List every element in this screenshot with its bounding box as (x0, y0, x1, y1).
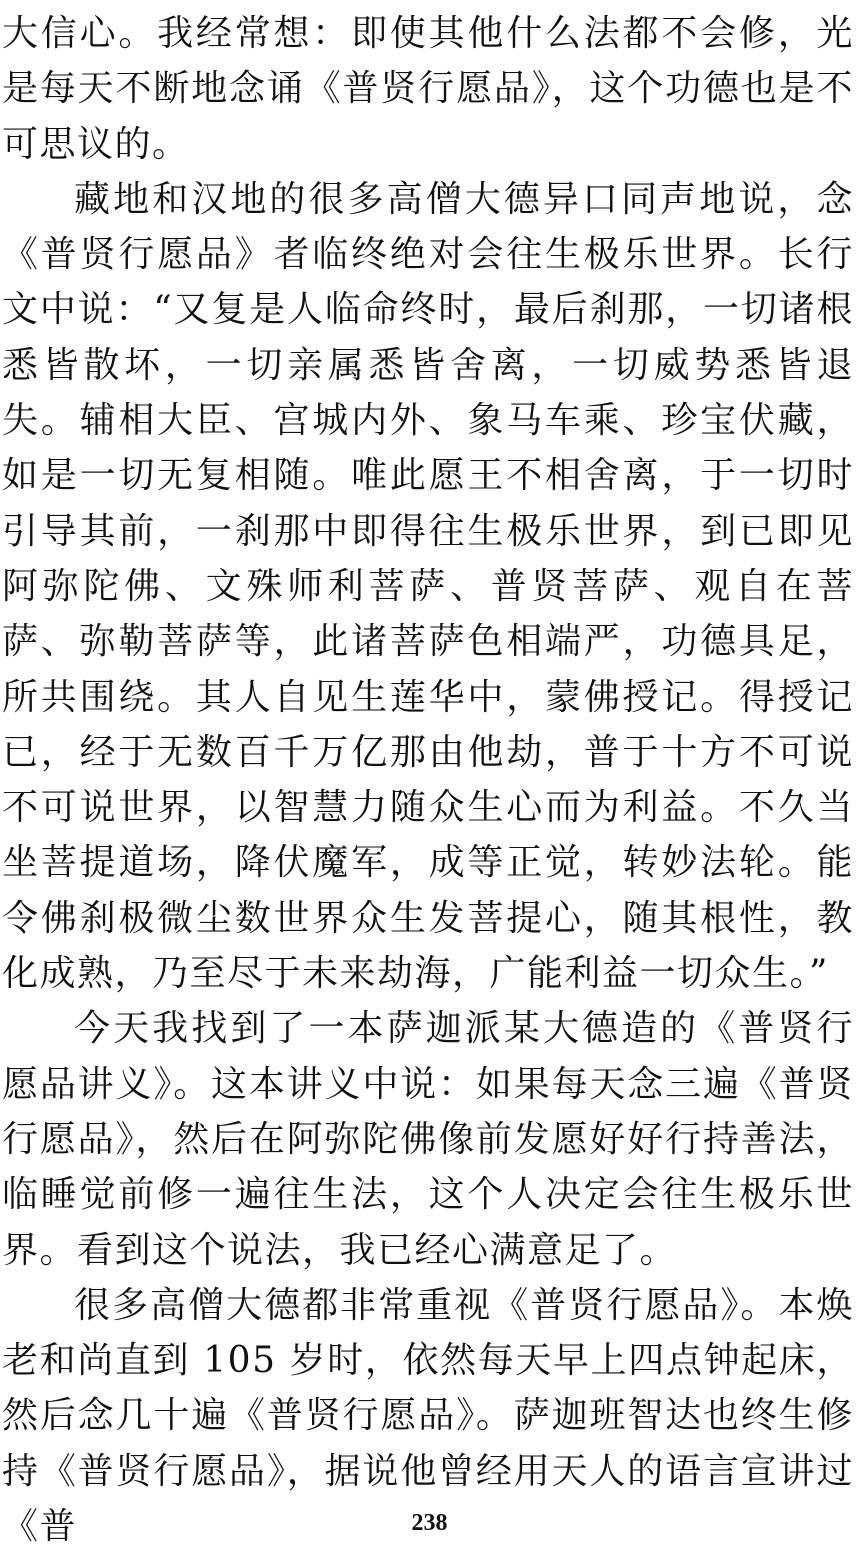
page-number: 238 (411, 1510, 448, 1536)
body-text (2, 6, 854, 1554)
paragraph: 大信心。我经常想：即使其他什么法都不会修，光是每天不断地念诵《普贤行愿品》，这个功德也是不可思议的。 (2, 13, 854, 165)
paragraph: 很多高僧大德都非常重视《普贤行愿品》。本焕老和尚直到 105 岁时，依然每天早上四点钟起床，然后念几十遍《普贤行愿品》。萨迦班智达也终生修持《普贤行愿品》，据说他曾经用天人的语言宣讲过《普 (2, 1284, 854, 1548)
paragraph: 藏地和汉地的很多高僧大德异口同声地说，念《普贤行愿品》者临终绝对会往生极乐世界。长行文中说：“又复是人临命终时，最后刹那，一切诸根悉皆散坏，一切亲属悉皆舍离，一切威势悉皆退失。辅相大臣、宫城内外、象马车乘、珍宝伏藏，如是一切无复相随。唯此愿王不相舍离，于一切时引导其前，一刹那中即得往生极乐世界，到已即见阿弥陀佛、文殊师利菩萨、普贤菩萨、观自在菩萨、弥勒菩萨等，此诸菩萨色相端严，功德具足，所共围绕。其人自见生莲华中，蒙佛授记。得授记已，经于无数百千万亿那由他劫，普于十方不可说不可说世界，以智慧力随众生心而为利益。不久当坐菩提道场，降伏魔军，成等正觉，转妙法轮。能令佛刹极微尘数世界众生发菩提心，随其根性，教化成熟，乃至尽于未来劫海，广能利益一切众生。” (2, 178, 854, 995)
paragraph: 今天我找到了一本萨迦派某大德造的《普贤行愿品讲义》。这本讲义中说：如果每天念三遍《普贤行愿品》，然后在阿弥陀佛像前发愿好好行持善法，临睡觉前修一遍往生法，这个人决定会往生极乐世界。看到这个说法，我已经心满意足了。 (2, 1008, 854, 1271)
